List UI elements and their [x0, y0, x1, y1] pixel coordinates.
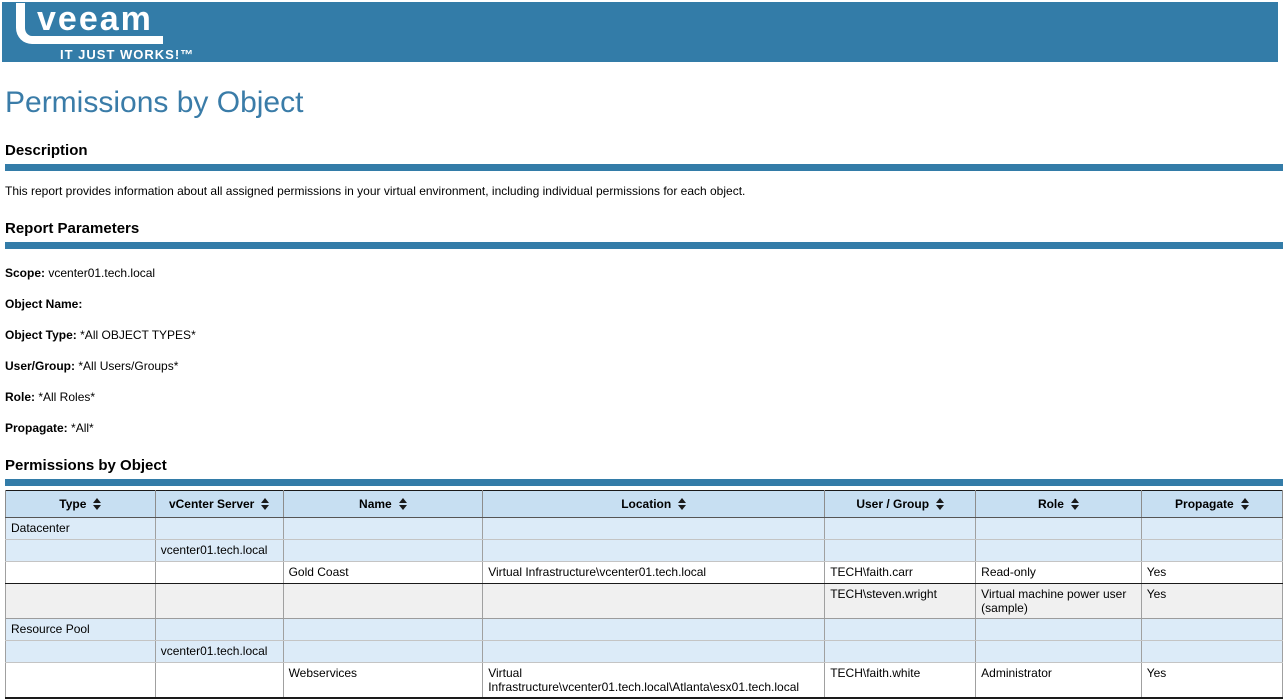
- section-divider: [5, 242, 1283, 249]
- cell-propagate: Yes: [1141, 562, 1282, 584]
- page-title: Permissions by Object: [5, 86, 304, 119]
- cell-type: [6, 540, 156, 562]
- param-scope: [5, 266, 1283, 280]
- cell-type: Resource Pool: [6, 619, 156, 641]
- table-section-heading: Permissions by Object: [5, 457, 167, 474]
- sort-icon[interactable]: [936, 498, 944, 510]
- table-row: [6, 641, 1283, 663]
- column-label: vCenter Server: [168, 497, 255, 511]
- column-header-vcenter-server[interactable]: [155, 491, 283, 518]
- cell-propagate: [1141, 540, 1282, 562]
- column-header-propagate[interactable]: [1141, 491, 1282, 518]
- cell-propagate: Yes: [1141, 663, 1282, 699]
- column-label: Type: [59, 497, 87, 511]
- cell-user-group: TECH\steven.wright: [825, 584, 976, 619]
- param-label: User/Group:: [5, 359, 76, 373]
- sort-icon[interactable]: [1071, 498, 1079, 510]
- param-role: [5, 390, 1283, 404]
- param-label: Scope:: [5, 266, 46, 280]
- table-row: [6, 518, 1283, 540]
- param-value: *All OBJECT TYPES*: [80, 328, 196, 342]
- sort-icon[interactable]: [261, 498, 269, 510]
- cell-name: [283, 584, 483, 619]
- veeam-logo-text: veeam: [37, 0, 153, 38]
- cell-propagate: [1141, 641, 1282, 663]
- cell-location: Virtual Infrastructure\vcenter01.tech.local: [483, 562, 825, 584]
- sort-icon[interactable]: [93, 498, 101, 510]
- parameters-heading: Report Parameters: [5, 220, 140, 237]
- table-row: [6, 540, 1283, 562]
- table-row: [6, 562, 1283, 584]
- cell-type: [6, 663, 156, 699]
- cell-name: [283, 619, 483, 641]
- sort-icon[interactable]: [399, 498, 407, 510]
- permissions-table: [5, 490, 1283, 699]
- cell-propagate: Yes: [1141, 584, 1282, 619]
- permissions-table-body: [6, 518, 1283, 699]
- cell-user-group: [825, 540, 976, 562]
- cell-role: [976, 641, 1142, 663]
- cell-name: Gold Coast: [283, 562, 483, 584]
- column-label: Role: [1037, 497, 1064, 511]
- cell-type: [6, 562, 156, 584]
- veeam-tagline: IT JUST WORKS!™: [60, 46, 195, 62]
- cell-location: [483, 641, 825, 663]
- param-value: vcenter01.tech.local: [48, 266, 156, 280]
- cell-type: [6, 641, 156, 663]
- cell-location: [483, 518, 825, 540]
- param-label: Role:: [5, 390, 35, 404]
- cell-location: [483, 619, 825, 641]
- cell-role: [976, 540, 1142, 562]
- permissions-table-wrap: [5, 490, 1283, 699]
- veeam-logo: [16, 0, 195, 62]
- cell-propagate: [1141, 619, 1282, 641]
- parameters-list: [5, 266, 1283, 435]
- cell-vcenter-server: [155, 663, 283, 699]
- column-label: Propagate: [1175, 497, 1234, 511]
- column-header-location[interactable]: [483, 491, 825, 518]
- cell-user-group: [825, 641, 976, 663]
- param-object-name: [5, 297, 1283, 311]
- param-value: *All Roles*: [38, 390, 96, 404]
- param-user-group: [5, 359, 1283, 373]
- cell-user-group: TECH\faith.carr: [825, 562, 976, 584]
- cell-role: Virtual machine power user (sample): [976, 584, 1142, 619]
- cell-vcenter-server: [155, 562, 283, 584]
- cell-user-group: [825, 518, 976, 540]
- column-header-role[interactable]: [976, 491, 1142, 518]
- cell-vcenter-server: [155, 518, 283, 540]
- param-value: *All Users/Groups*: [78, 359, 179, 373]
- section-divider: [5, 479, 1283, 486]
- column-header-name[interactable]: [283, 491, 483, 518]
- cell-name: [283, 540, 483, 562]
- cell-vcenter-server: vcenter01.tech.local: [155, 540, 283, 562]
- cell-role: Administrator: [976, 663, 1142, 699]
- cell-location: [483, 540, 825, 562]
- cell-propagate: [1141, 518, 1282, 540]
- description-text: This report provides information about all assigned permissions in your virtual environment, including individual permissions for each object.: [5, 184, 746, 198]
- veeam-logo-swoosh: [16, 0, 163, 44]
- cell-role: [976, 619, 1142, 641]
- veeam-banner: [2, 2, 1278, 62]
- cell-type: Datacenter: [6, 518, 156, 540]
- cell-vcenter-server: [155, 584, 283, 619]
- param-label: Object Name:: [5, 297, 83, 311]
- sort-icon[interactable]: [1241, 498, 1249, 510]
- cell-vcenter-server: vcenter01.tech.local: [155, 641, 283, 663]
- column-label: Location: [621, 497, 672, 511]
- param-object-type: [5, 328, 1283, 342]
- param-propagate: [5, 421, 1283, 435]
- column-header-type[interactable]: [6, 491, 156, 518]
- section-divider: [5, 164, 1283, 171]
- cell-name: [283, 641, 483, 663]
- report-body: [5, 86, 1283, 699]
- table-header-row: [6, 491, 1283, 518]
- cell-vcenter-server: [155, 619, 283, 641]
- sort-icon[interactable]: [678, 498, 686, 510]
- cell-location: Virtual Infrastructure\vcenter01.tech.local\Atlanta\esx01.tech.local: [483, 663, 825, 699]
- param-label: Propagate:: [5, 421, 68, 435]
- column-header-user-group[interactable]: [825, 491, 976, 518]
- cell-name: Webservices: [283, 663, 483, 699]
- cell-user-group: [825, 619, 976, 641]
- column-label: User / Group: [856, 497, 930, 511]
- cell-location: [483, 584, 825, 619]
- description-heading: Description: [5, 142, 88, 159]
- table-row: [6, 584, 1283, 619]
- cell-name: [283, 518, 483, 540]
- cell-type: [6, 584, 156, 619]
- param-value: *All*: [71, 421, 94, 435]
- table-row: [6, 619, 1283, 641]
- param-label: Object Type:: [5, 328, 77, 342]
- cell-user-group: TECH\faith.white: [825, 663, 976, 699]
- table-row: [6, 663, 1283, 699]
- cell-role: Read-only: [976, 562, 1142, 584]
- column-label: Name: [359, 497, 392, 511]
- cell-role: [976, 518, 1142, 540]
